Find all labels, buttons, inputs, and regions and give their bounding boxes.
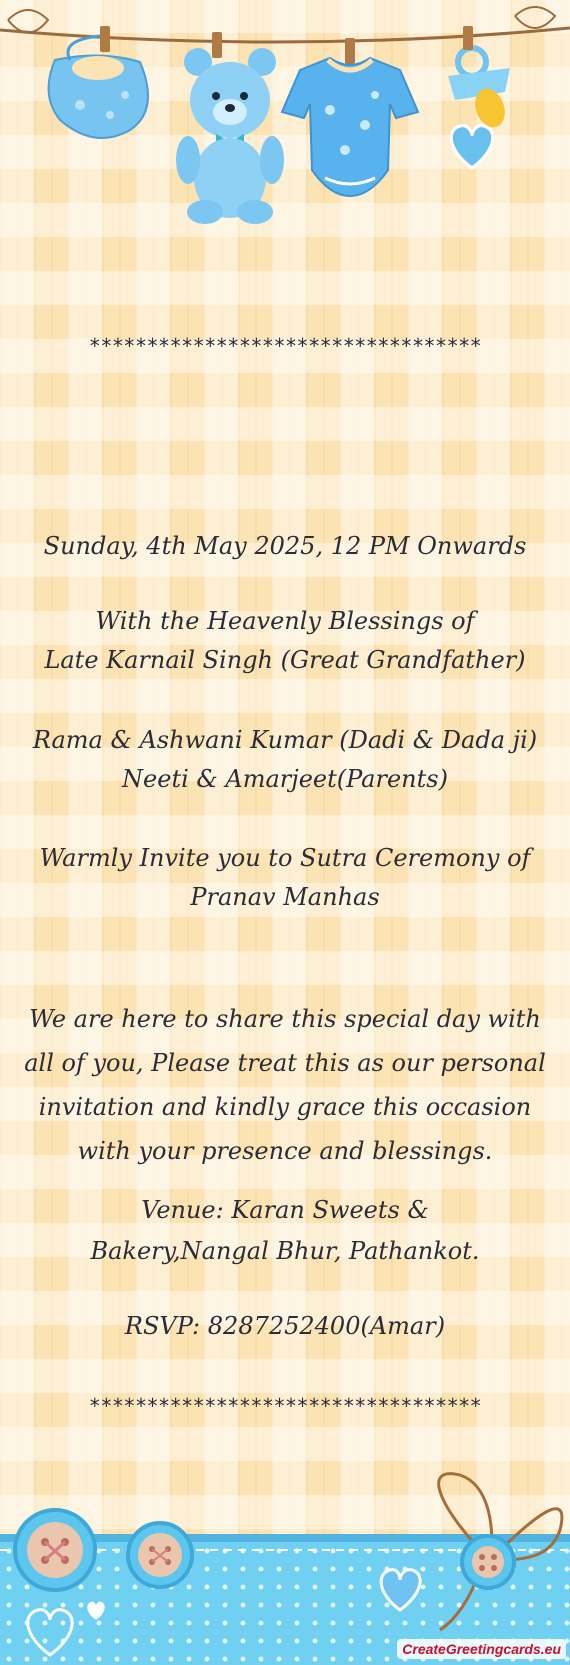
clothesline-decoration: [0, 0, 570, 240]
blessings-name: Late Karnail Singh (Great Grandfather): [44, 646, 526, 674]
heart-icon: [451, 126, 492, 168]
hosts-grandparents: Rama & Ashwani Kumar (Dadi & Dada ji): [32, 726, 538, 754]
venue-text: Venue: Karan Sweets & Bakery,Nangal Bhur, Pathankot.: [90, 1196, 480, 1265]
pacifier-icon: [448, 48, 510, 132]
button-icon: [15, 1510, 95, 1590]
invitation-message: We are here to share this special day with all of you, Please treat this as our personal invitation and kindly grace this occasion with your presence and blessings.: [24, 1005, 546, 1165]
teddy-bear-icon: [176, 48, 284, 224]
star-divider-top: **********************************: [88, 334, 482, 358]
blessings-heading: With the Heavenly Blessings of: [95, 607, 475, 635]
baby-bib-icon: [49, 36, 148, 138]
baby-onesie-icon: [282, 58, 418, 196]
event-date: Sunday, 4th May 2025, 12 PM Onwards: [43, 532, 527, 560]
bottom-ribbon-decoration: [0, 1470, 570, 1665]
button-icon: [128, 1523, 192, 1587]
child-name: Pranav Manhas: [190, 883, 380, 911]
watermark-brand: CreateGreetingcards.eu: [397, 1639, 566, 1659]
invite-text: Warmly Invite you to Sutra Ceremony of: [39, 844, 531, 872]
hosts-parents: Neeti & Amarjeet(Parents): [122, 765, 448, 793]
star-divider-bottom: **********************************: [88, 1394, 482, 1418]
rsvp-text: RSVP: 8287252400(Amar): [124, 1312, 446, 1340]
